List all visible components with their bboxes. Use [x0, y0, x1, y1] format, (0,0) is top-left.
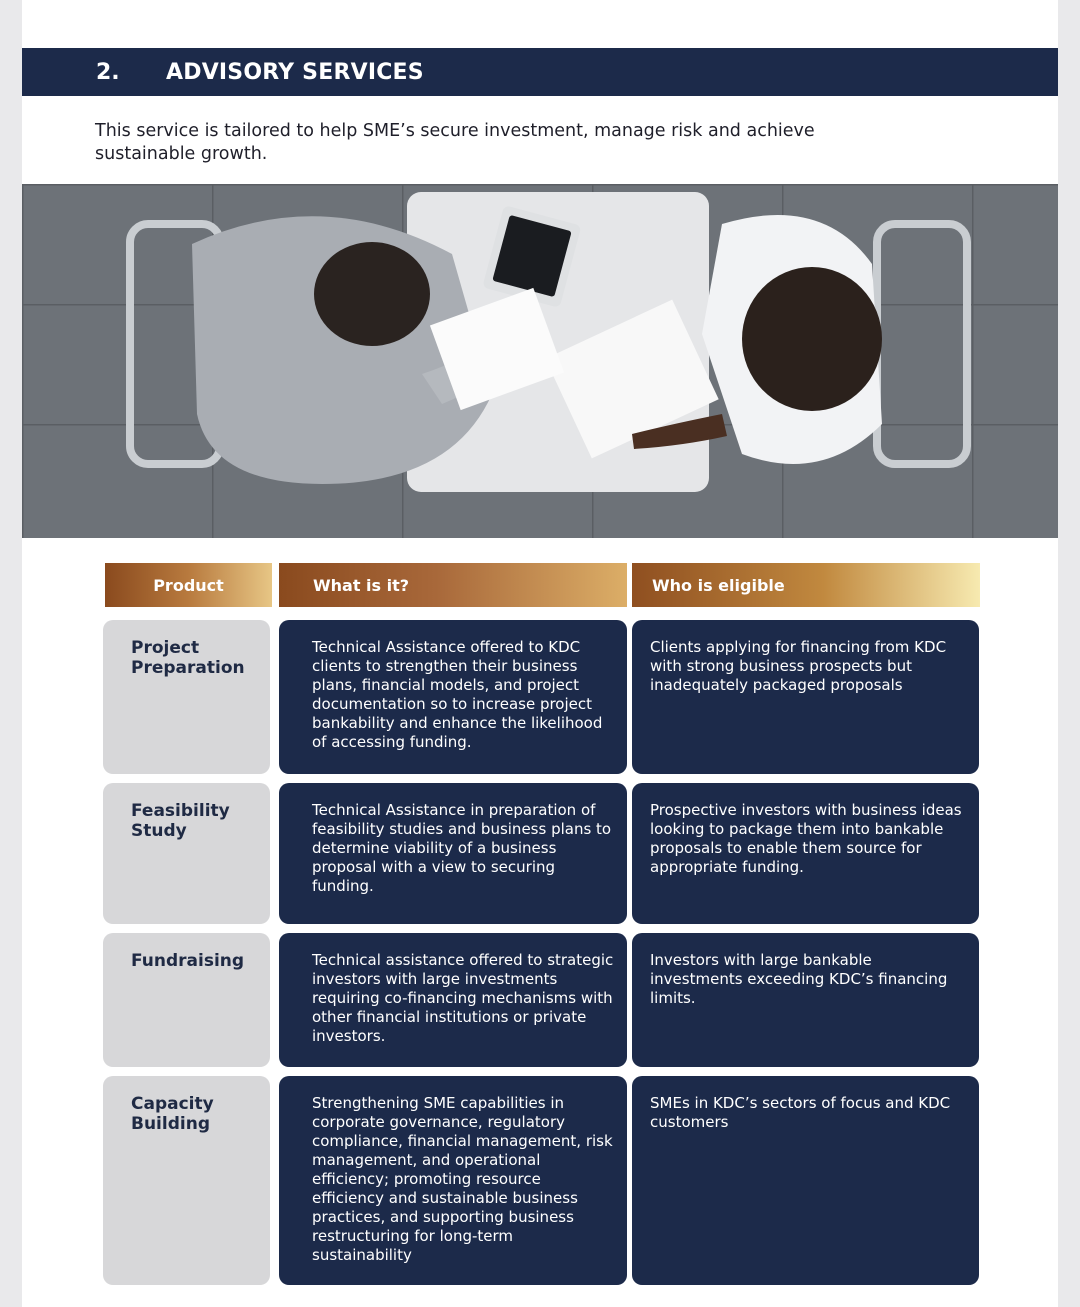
business-meeting-photo — [22, 184, 1058, 538]
header-what-is-it: What is it? — [279, 563, 627, 607]
who-cell: Clients applying for financing from KDC with strong business prospects but inadequately packaged proposals — [632, 620, 979, 774]
header-who-is-eligible: Who is eligible — [632, 563, 980, 607]
who-cell: Investors with large bankable investments exceeding KDC’s financing limits. — [632, 933, 979, 1067]
product-cell: Project Preparation — [103, 620, 270, 774]
what-cell: Technical Assistance in preparation of feasibility studies and business plans to determine viability of a business proposal with a view to securing funding. — [279, 783, 627, 924]
product-cell: Feasibility Study — [103, 783, 270, 924]
section-title: ADVISORY SERVICES — [166, 60, 424, 85]
what-cell: Technical Assistance offered to KDC clients to strengthen their business plans, financial models, and project documentation so to increase project bankability and enhance the likelihood of accessing funding. — [279, 620, 627, 774]
photo-illustration — [22, 184, 1058, 538]
who-cell: SMEs in KDC’s sectors of focus and KDC customers — [632, 1076, 979, 1285]
what-cell: Technical assistance offered to strategic investors with large investments requiring co-financing mechanisms with other financial institutions or private investors. — [279, 933, 627, 1067]
what-cell: Strengthening SME capabilities in corporate governance, regulatory compliance, financial management, risk management, and operational efficiency; promoting resource efficiency and sustainable business practices, and supporting business restructuring for long-term sustainability — [279, 1076, 627, 1285]
who-cell: Prospective investors with business ideas looking to package them into bankable proposals to enable them source for appropriate funding. — [632, 783, 979, 924]
header-product: Product — [105, 563, 272, 607]
product-cell: Fundraising — [103, 933, 270, 1067]
document-page — [22, 0, 1058, 1307]
section-intro-text: This service is tailored to help SME’s secure investment, manage risk and achieve sustainable growth. — [95, 121, 815, 164]
section-number: 2. — [96, 60, 120, 85]
product-cell: Capacity Building — [103, 1076, 270, 1285]
section-header-bar — [22, 48, 1058, 96]
